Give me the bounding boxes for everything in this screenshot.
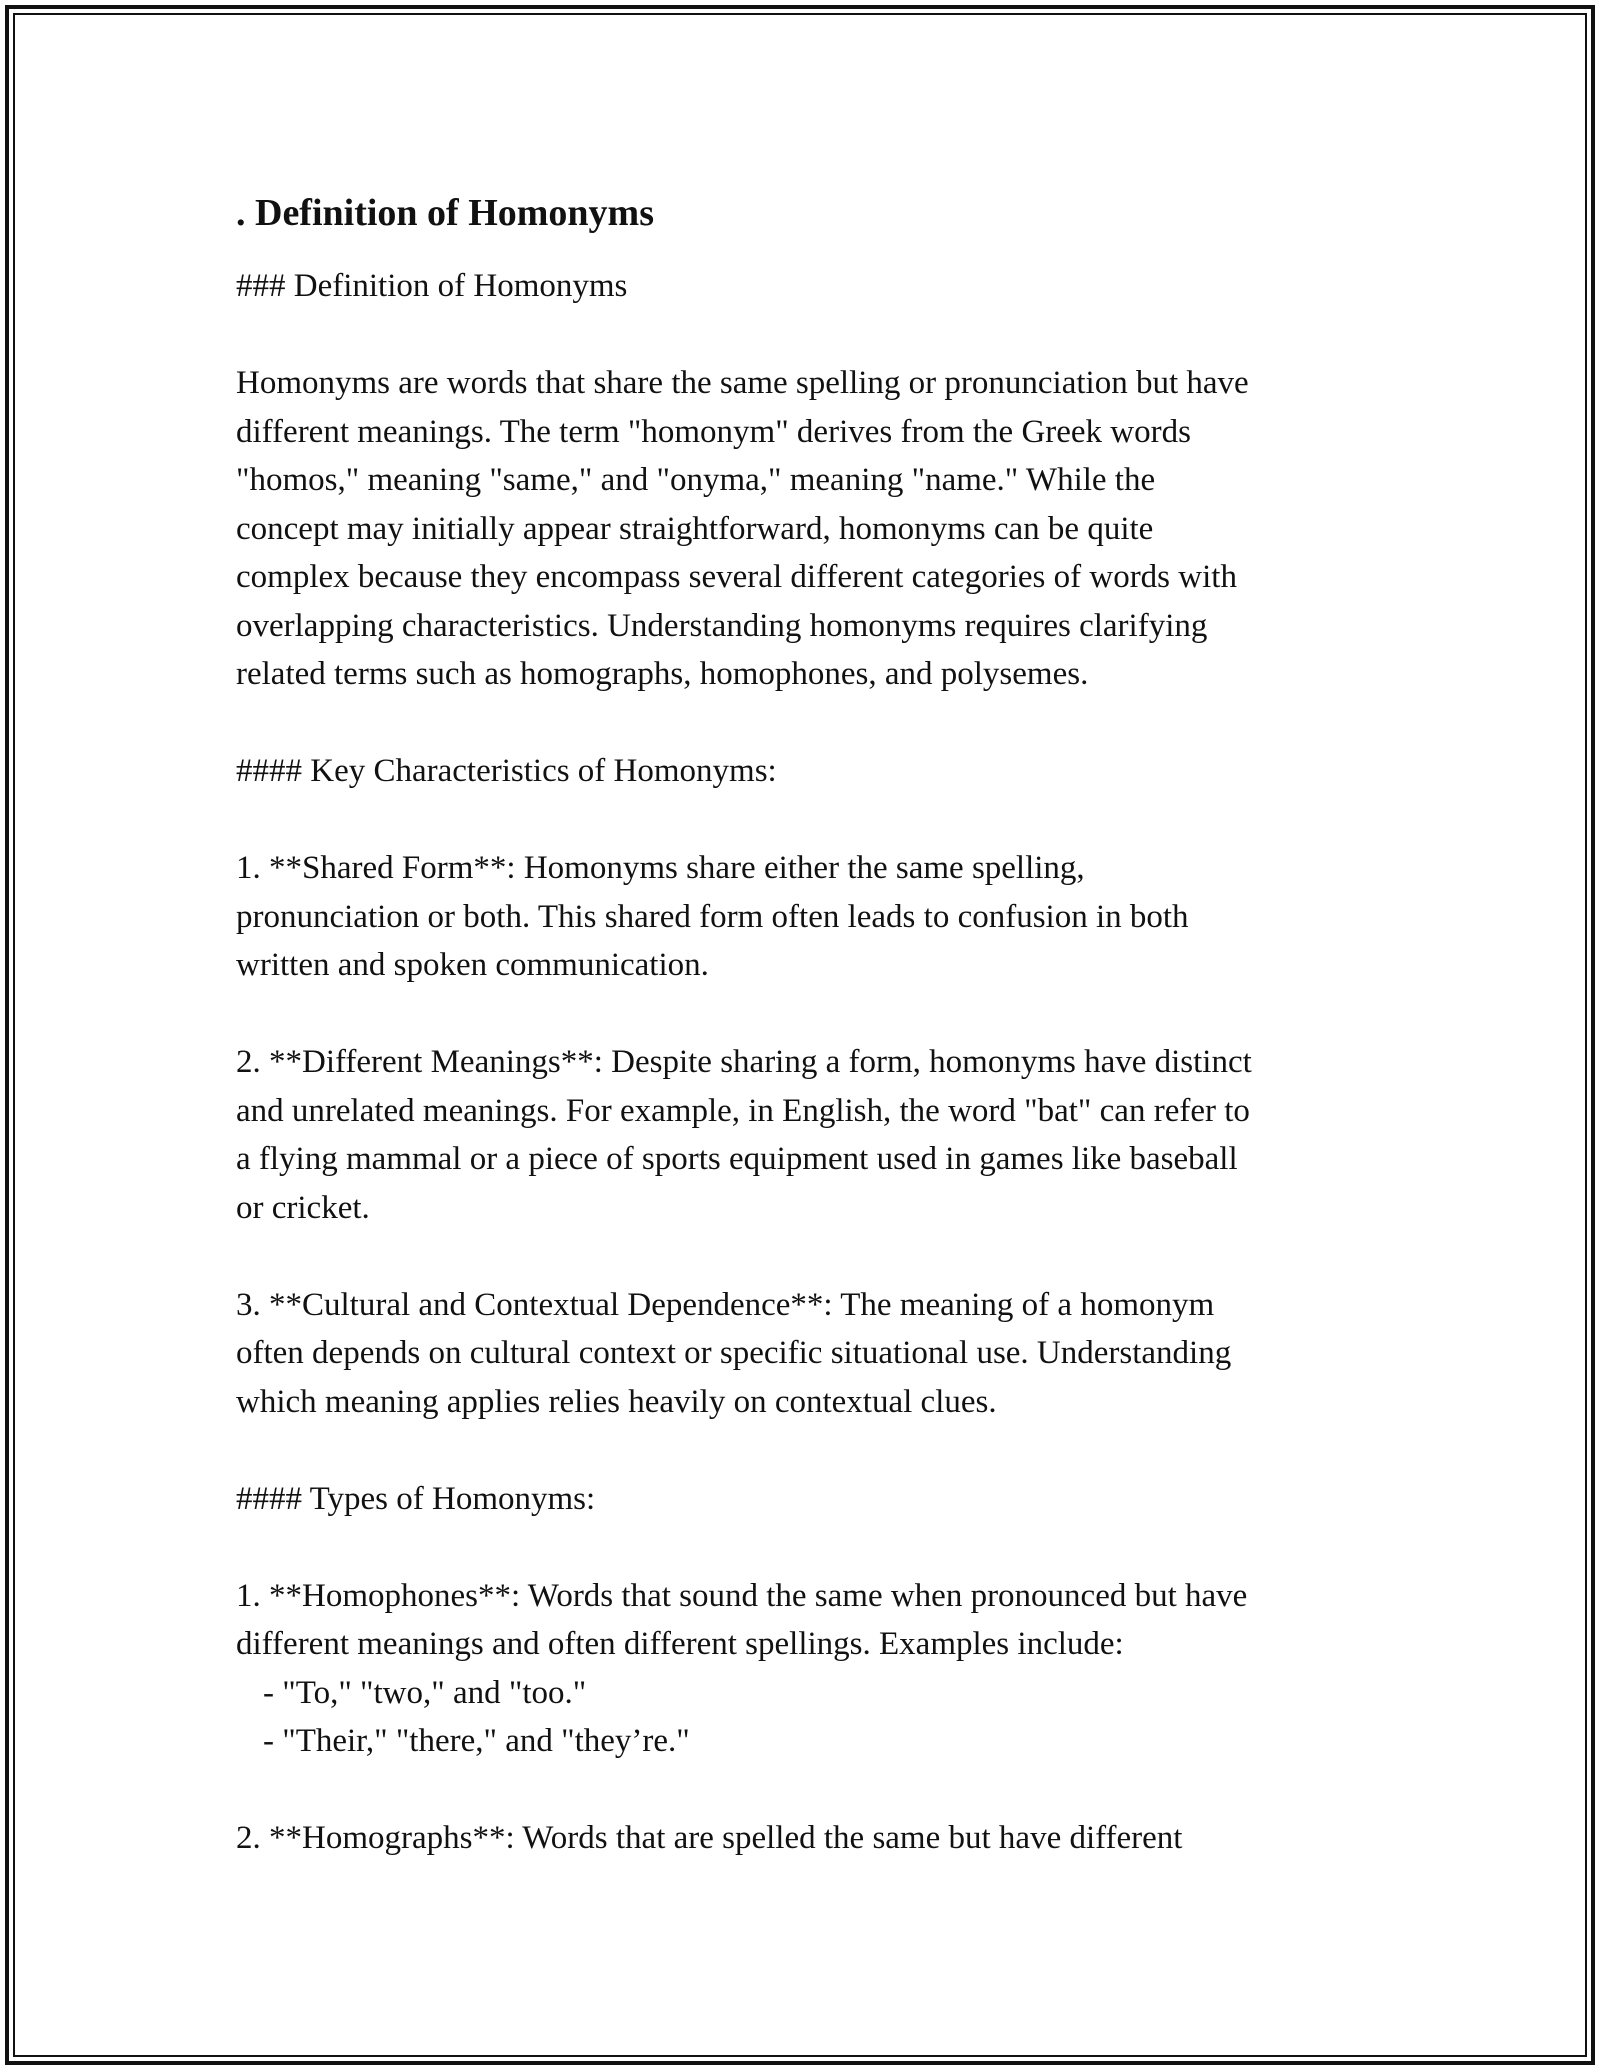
characteristic-different-meanings: 2. **Different Meanings**: Despite sharing a form, homonyms have distinct and unrelated meanings. For example, in English, the word "bat" can refer to a flying mammal or a piece of sports equipment used in games like baseball or cricket. bbox=[236, 1044, 1252, 1226]
types-heading: #### Types of Homonyms: bbox=[236, 1480, 596, 1517]
document-body bbox=[236, 188, 1376, 1911]
section-heading: ### Definition of Homonyms bbox=[236, 268, 628, 304]
homophones-example-2: - "Their," "there," and "they’re." bbox=[263, 1723, 690, 1759]
characteristic-contextual-dependence: 3. **Cultural and Contextual Dependence**: The meaning of a homonym often depends on cultural context or specific situational use. Understanding which meaning applies relies heavily on contextual clues. bbox=[236, 1286, 1232, 1420]
characteristic-shared-form: 1. **Shared Form**: Homonyms share either the same spelling, pronunciation or both. This shared form often leads to confusion in both written and spoken communication. bbox=[236, 850, 1189, 983]
homophones-text: 1. **Homophones**: Words that sound the same when pronounced but have different meanings and often different spellings. Examples include: bbox=[236, 1577, 1248, 1662]
type-homophones bbox=[236, 1572, 1376, 1766]
type-homographs: 2. **Homographs**: Words that are spelled the same but have different bbox=[236, 1820, 1183, 1856]
characteristics-heading: #### Key Characteristics of Homonyms: bbox=[236, 753, 777, 789]
intro-paragraph: Homonyms are words that share the same spelling or pronunciation but have different meanings. The term "homonym" derives from the Greek words "homos," meaning "same," and "onyma," meaning "name." While the concept may initially appear straightforward, homonyms can be quite complex because they encompass several different categories of words with overlapping characteristics. Understanding homonyms requires clarifying related terms such as homographs, homophones, and polysemes. bbox=[236, 365, 1249, 692]
page-title: . Definition of Homonyms bbox=[236, 192, 654, 234]
homophones-example-1: - "To," "two," and "too." bbox=[263, 1674, 587, 1711]
